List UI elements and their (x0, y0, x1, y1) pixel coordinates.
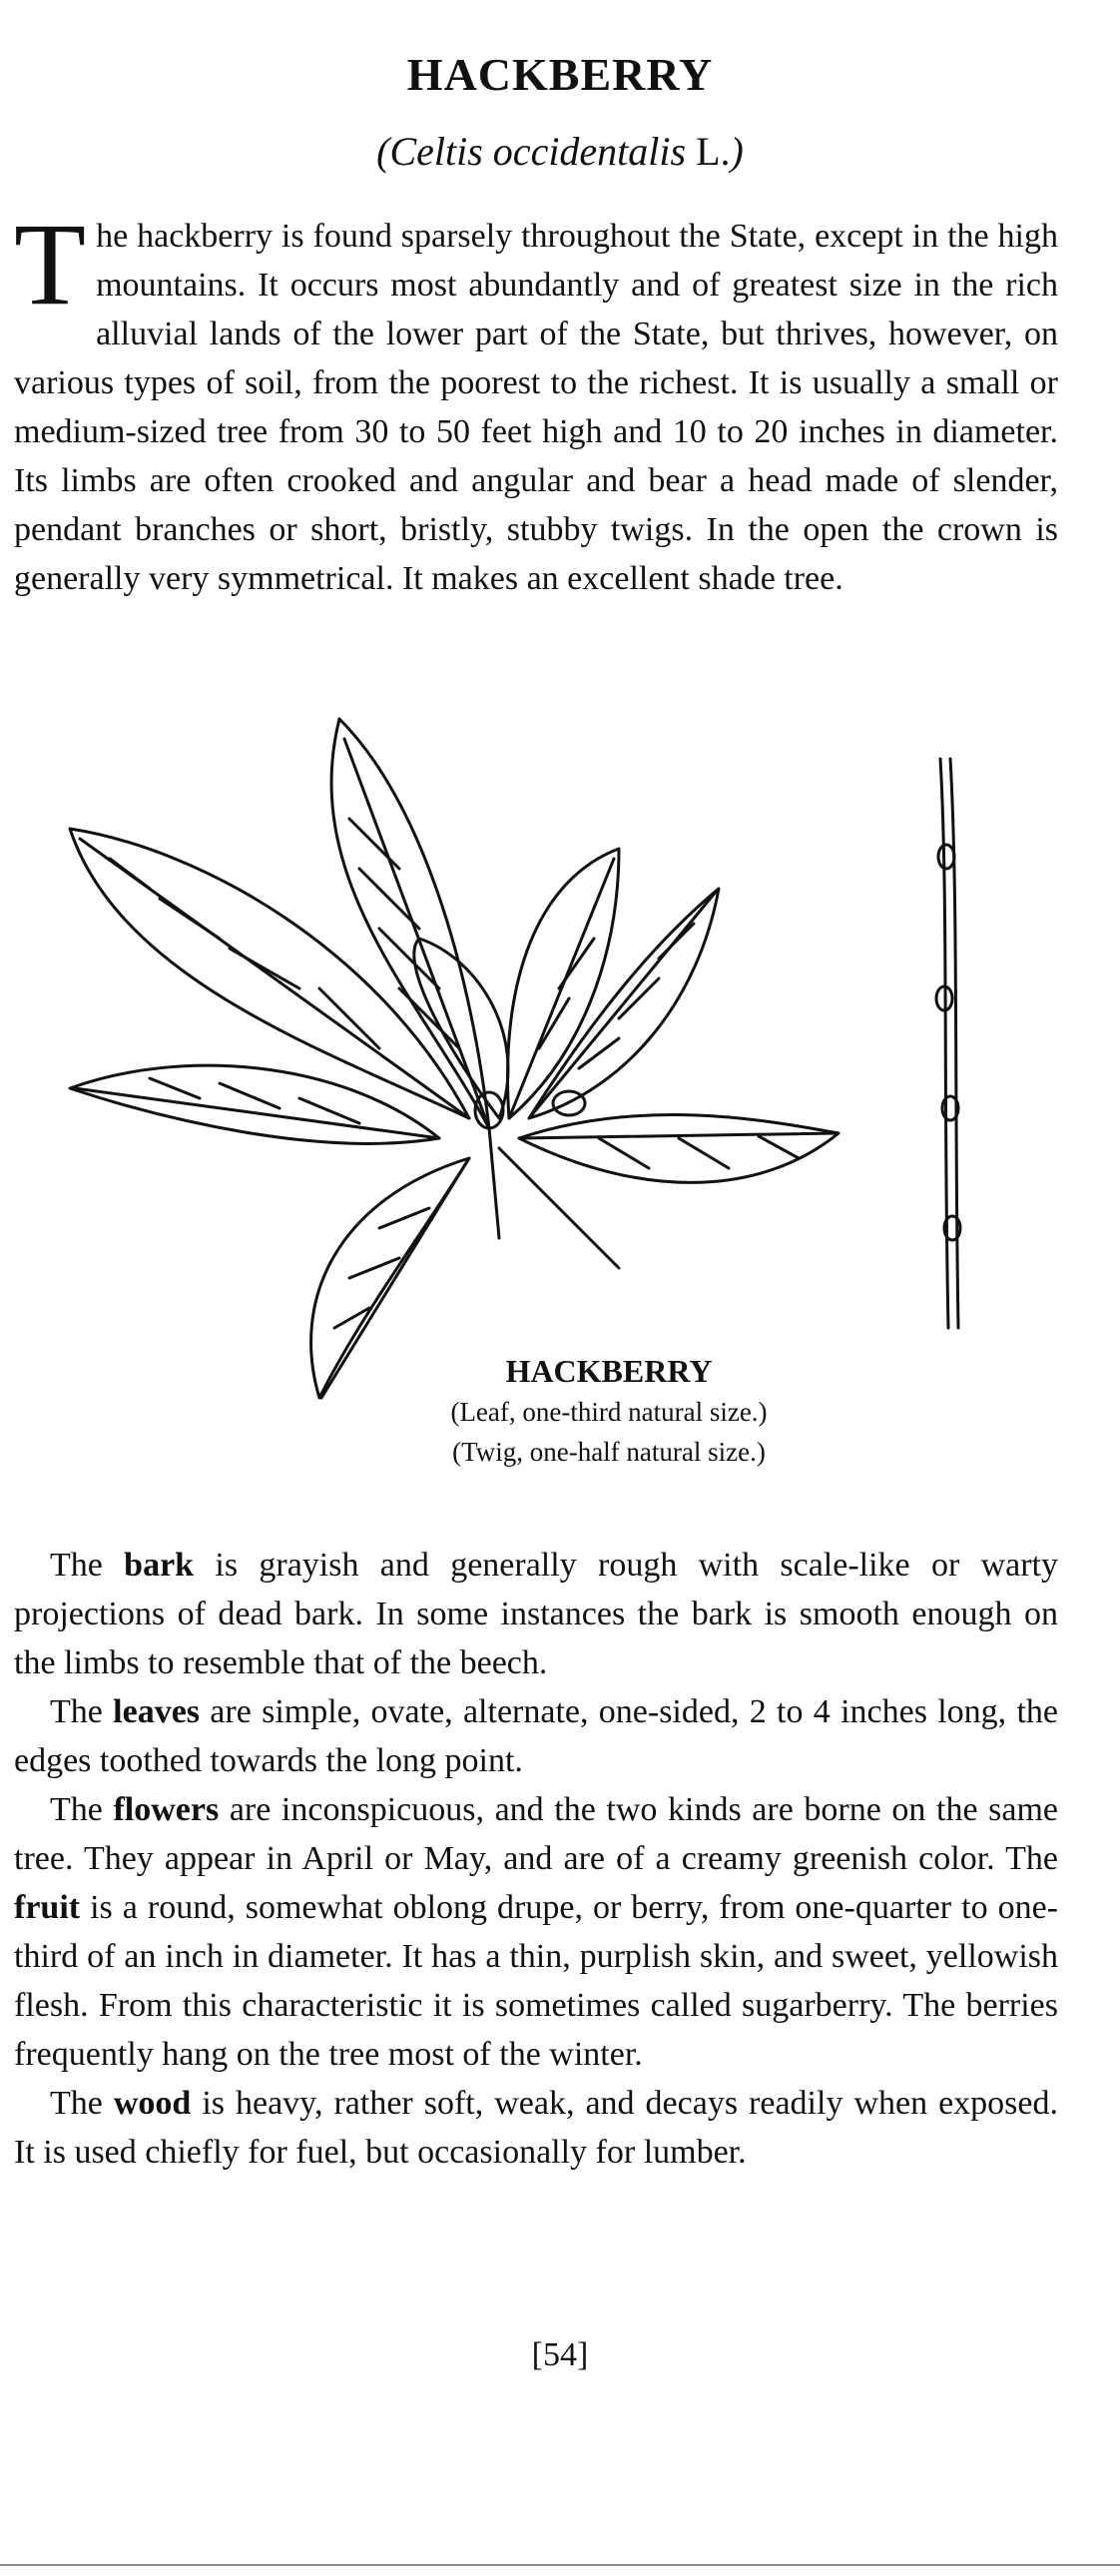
scientific-name: (Celtis occidentalis L.) (376, 129, 744, 174)
flowers-pre: The (50, 1791, 114, 1828)
page-number: [54] (531, 2336, 589, 2373)
leaves-pre: The (50, 1693, 114, 1730)
bark-pre: The (50, 1547, 125, 1584)
wood-paragraph (14, 2079, 1058, 2177)
authority: L. (696, 129, 731, 174)
intro-paragraph (14, 199, 1058, 603)
figure-caption (419, 1350, 799, 1472)
fruit-term: fruit (14, 1889, 81, 1926)
flowers-paragraph (14, 1785, 1058, 2079)
description-section (14, 1541, 1058, 2177)
twig-drawing (936, 759, 960, 1328)
leaves-term: leaves (113, 1693, 201, 1730)
leaf-spray (70, 719, 839, 1398)
species-name: Celtis occidentalis (389, 129, 687, 174)
page-title: HACKBERRY (406, 49, 714, 100)
drop-cap: T (14, 199, 87, 329)
wood-term: wood (113, 2085, 192, 2122)
fruit-text: is a round, somewhat oblong drupe, or berry, from one-quarter to one-third of an inch in diameter. It has a thin, purplish skin, and sweet, yellowish flesh. From this characteristic it is sometimes called sugarberry. The berries frequently hang on the tree most of the winter. (14, 1889, 1058, 2073)
caption-title: HACKBERRY (505, 1353, 713, 1389)
bark-term: bark (124, 1547, 195, 1584)
bark-paragraph (14, 1541, 1058, 1687)
bottom-rule (0, 2564, 1120, 2566)
flowers-term: flowers (113, 1791, 220, 1828)
caption-leaf: (Leaf, one-third natural size.) (450, 1397, 768, 1427)
leaves-text: are simple, ovate, alternate, one-sided, 2 to 4 inches long, the edges toothed towards the long point. (14, 1693, 1058, 1779)
wood-pre: The (50, 2085, 114, 2122)
flowers-text: are inconspicuous, and the two kinds are borne on the same tree. They appear in April or May, and are of a creamy greenish color. The (14, 1791, 1058, 1877)
bark-text: is grayish and generally rough with scale-like or warty projections of dead bark. In some instances the bark is smooth enough on the limbs to resemble that of the beech. (14, 1547, 1058, 1681)
intro-text: he hackberry is found sparsely throughout the State, except in the high mountains. It occurs most abundantly and of greatest size in the rich alluvial lands of the lower part of the State, but thrives, however, on various types of soil, from the poorest to the richest. It is usually a small or medium-sized tree from 30 to 50 feet high and 10 to 20 inches in diameter. Its limbs are often crooked and angular and bear a head made of slender, pendant branches or short, bristly, stubby twigs. In the open the crown is generally very symmetrical. It makes an excellent shade tree. (14, 218, 1058, 597)
caption-twig: (Twig, one-half natural size.) (452, 1437, 766, 1467)
leaves-paragraph (14, 1687, 1058, 1785)
wood-text: is heavy, rather soft, weak, and decays readily when exposed. It is used chiefly for fuel, but occasionally for lumber. (14, 2085, 1058, 2171)
hackberry-illustration (0, 699, 1120, 1458)
